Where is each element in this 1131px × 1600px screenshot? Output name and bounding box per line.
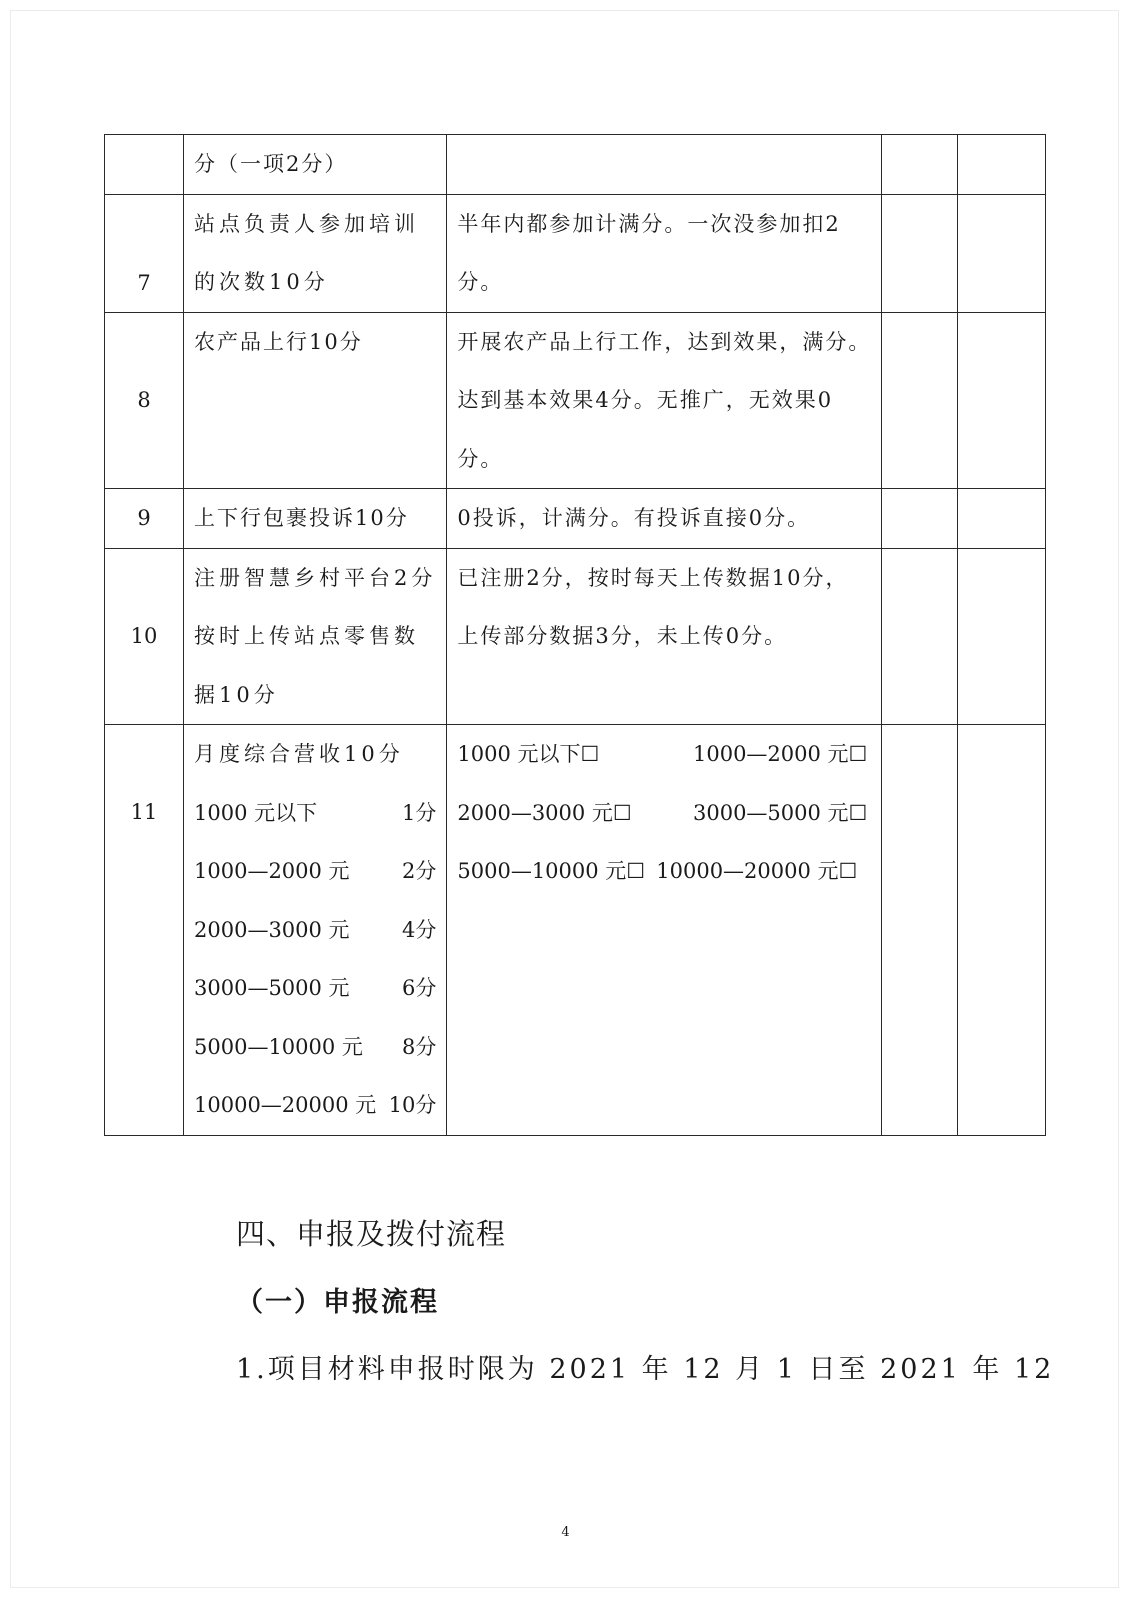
table-row — [105, 548, 1046, 725]
revenue-checkbox-option[interactable]: 1000—2000 元☐ — [692, 742, 868, 766]
row-number-cell: 11 — [105, 725, 184, 1136]
tier-range: 5000—10000 元 — [194, 1034, 363, 1059]
remark-cell — [958, 194, 1046, 312]
table-row — [105, 135, 1046, 195]
revenue-tier — [194, 842, 436, 901]
tier-points: 8分 — [402, 1034, 437, 1059]
item-cell — [184, 548, 447, 725]
revenue-tier — [194, 1076, 436, 1135]
revenue-checkbox-option[interactable]: 3000—5000 元☐ — [692, 800, 868, 825]
tier-range: 1000—2000 元 — [194, 859, 350, 883]
revenue-tier — [194, 901, 436, 960]
row-number-cell: 8 — [105, 312, 184, 489]
criteria-line: 半年内都参加计满分。一次没参加扣2 — [457, 211, 841, 236]
criteria-line: 分。 — [457, 446, 504, 471]
table-row — [105, 725, 1046, 1136]
criteria-cell — [447, 489, 882, 549]
item-line: 站点负责人参加培训 — [194, 211, 419, 236]
item-line: 按时上传站点零售数 — [194, 624, 419, 648]
score-cell — [882, 194, 958, 312]
criteria-cell — [447, 194, 882, 312]
remark-cell — [958, 725, 1046, 1136]
item-line: 的次数10分 — [194, 270, 329, 294]
tier-points: 1分 — [402, 800, 437, 825]
remark-cell — [958, 135, 1046, 195]
row-number-cell — [105, 135, 184, 195]
tier-range: 10000—20000 元 — [194, 1093, 377, 1117]
tier-points: 6分 — [402, 976, 437, 1000]
criteria-cell — [447, 548, 882, 725]
body-paragraph: 1.项目材料申报时限为 2021 年 12 月 1 日至 2021 年 12 — [236, 1354, 1055, 1385]
row-number-cell: 9 — [105, 489, 184, 549]
item-cell — [184, 194, 447, 312]
revenue-checkbox-option[interactable]: 2000—3000 元☐ — [457, 800, 632, 825]
tier-points: 4分 — [402, 917, 437, 942]
item-line: 注册智慧乡村平台2分 — [194, 565, 437, 590]
page-number: 4 — [561, 1525, 570, 1540]
revenue-tier — [194, 1018, 436, 1077]
score-cell — [882, 135, 958, 195]
option-row — [457, 725, 871, 784]
score-cell — [882, 312, 958, 489]
score-cell — [882, 548, 958, 725]
criteria-cell — [447, 135, 882, 195]
item-line: 据10分 — [194, 682, 279, 707]
table-row — [105, 489, 1046, 549]
remark-cell — [958, 312, 1046, 489]
tier-range: 1000 元以下 — [194, 800, 318, 825]
item-line: 月度综合营收10分 — [194, 742, 404, 766]
item-line: 分（一项2分） — [194, 152, 348, 176]
table-row — [105, 194, 1046, 312]
criteria-line: 分。 — [457, 270, 504, 294]
section-heading: 四、申报及拨付流程 — [236, 1217, 507, 1251]
tier-range: 2000—3000 元 — [194, 917, 350, 942]
tier-points: 2分 — [402, 859, 437, 883]
tier-range: 3000—5000 元 — [194, 976, 350, 1000]
item-line: 上下行包裹投诉10分 — [194, 506, 409, 530]
criteria-cell — [447, 312, 882, 489]
revenue-checkbox-option[interactable]: 10000—20000 元☐ — [656, 859, 858, 883]
criteria-cell — [447, 725, 882, 1136]
item-line: 农产品上行10分 — [194, 329, 363, 354]
criteria-line: 上传部分数据3分，未上传0分。 — [457, 624, 788, 648]
revenue-checkbox-option[interactable]: 5000—10000 元☐ — [457, 859, 646, 883]
revenue-tier — [194, 959, 436, 1018]
item-cell — [184, 489, 447, 549]
revenue-tier — [194, 784, 436, 843]
criteria-line: 开展农产品上行工作，达到效果，满分。 — [457, 329, 872, 354]
table-row — [105, 312, 1046, 489]
item-cell — [184, 312, 447, 489]
remark-cell — [958, 548, 1046, 725]
score-cell — [882, 489, 958, 549]
score-cell — [882, 725, 958, 1136]
revenue-checkbox-option[interactable]: 1000 元以下☐ — [457, 742, 600, 766]
row-number-cell: 10 — [105, 548, 184, 725]
option-row — [457, 784, 871, 843]
scoring-table — [104, 134, 1046, 1136]
criteria-line: 0投诉，计满分。有投诉直接0分。 — [457, 506, 811, 530]
remark-cell — [958, 489, 1046, 549]
criteria-line: 达到基本效果4分。无推广，无效果0 — [457, 388, 834, 412]
subsection-heading: （一）申报流程 — [236, 1287, 439, 1318]
row-number-cell: 7 — [105, 194, 184, 312]
item-cell — [184, 135, 447, 195]
item-cell — [184, 725, 447, 1136]
criteria-line: 已注册2分，按时每天上传数据10分， — [457, 565, 849, 590]
option-row — [457, 842, 871, 901]
tier-points: 10分 — [388, 1093, 437, 1117]
